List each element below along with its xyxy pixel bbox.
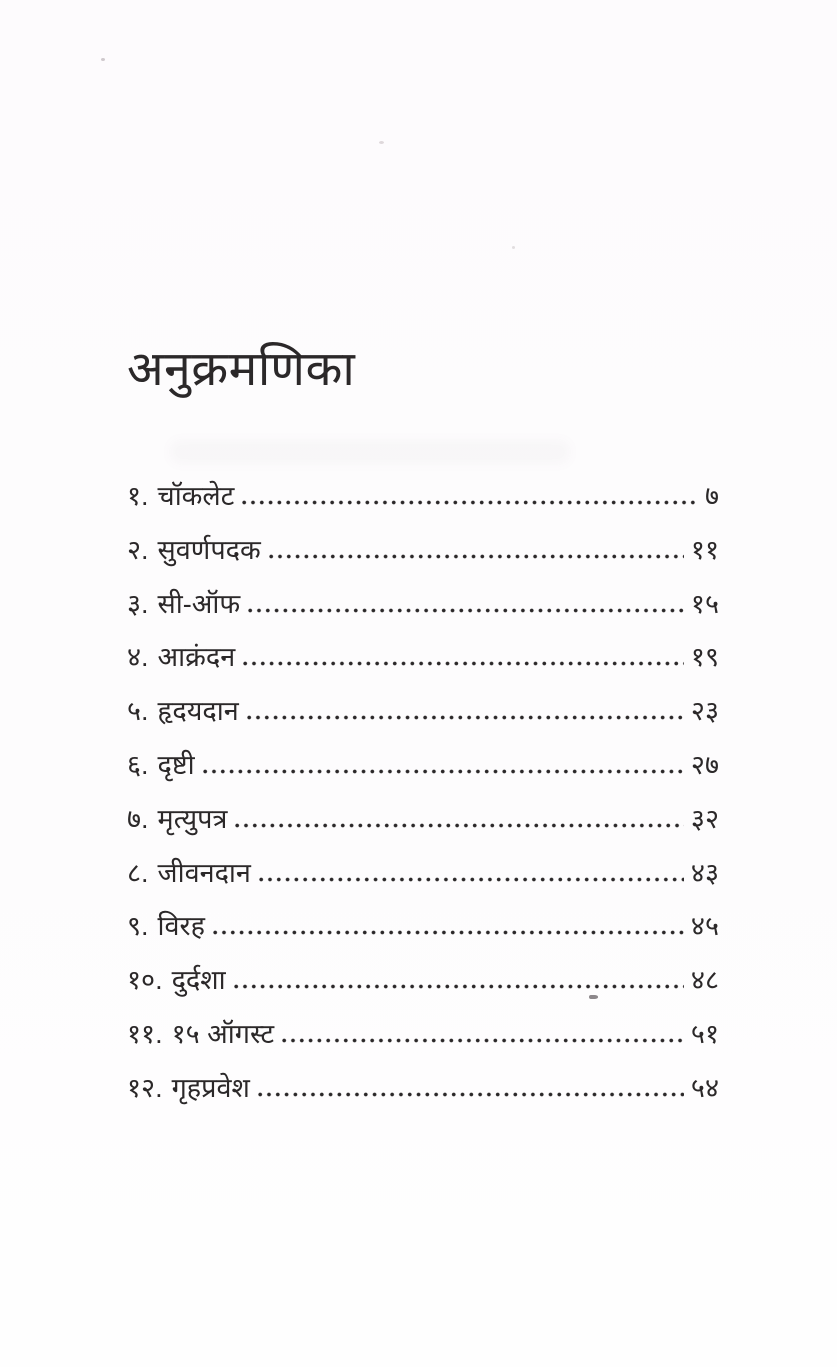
entry-page-number: ११ <box>690 534 719 565</box>
entry-page-number: ५४ <box>690 1072 719 1103</box>
toc-entry-row <box>127 470 719 524</box>
entry-number: १०. <box>127 965 163 996</box>
entry-number: २. <box>127 534 149 565</box>
toc-entry-row <box>127 1062 719 1116</box>
entry-title: हृदयदान <box>157 696 239 727</box>
entry-title: मृत्युपत्र <box>157 803 228 834</box>
entry-number: ७. <box>127 803 149 834</box>
toc-entry-row <box>127 685 719 739</box>
entry-number: ९. <box>127 911 149 942</box>
entry-page-number: ४८ <box>690 965 719 996</box>
dot-leader <box>259 877 684 882</box>
entry-number: ५. <box>127 696 149 727</box>
entry-number: १२. <box>127 1072 163 1103</box>
dot-leader <box>243 661 684 666</box>
page-showthrough-artifact <box>170 440 570 464</box>
dot-leader <box>235 823 683 828</box>
toc-entry-row <box>127 631 719 685</box>
toc-entry-row <box>127 739 719 793</box>
entry-title: सुवर्णपदक <box>157 534 261 565</box>
entry-title: १५ ऑगस्ट <box>171 1018 275 1049</box>
entry-number: ८. <box>127 857 149 888</box>
toc-list <box>127 470 719 1116</box>
entry-number: ६. <box>127 749 149 780</box>
dot-leader <box>234 984 684 989</box>
entry-page-number: ४५ <box>690 911 719 942</box>
dot-leader <box>269 554 684 559</box>
entry-number: ३. <box>127 588 149 619</box>
dot-leader <box>282 1038 684 1043</box>
entry-title: दुर्दशा <box>171 965 226 996</box>
entry-page-number: २७ <box>690 749 719 780</box>
scan-speck <box>512 246 515 249</box>
entry-number: ११. <box>127 1018 163 1049</box>
dot-leader <box>213 930 684 935</box>
toc-entry-row <box>127 578 719 632</box>
dot-leader <box>248 608 684 613</box>
entry-number: ४. <box>127 642 149 673</box>
entry-page-number: ७ <box>704 481 719 511</box>
dot-leader <box>203 769 684 774</box>
entry-page-number: २३ <box>690 696 719 727</box>
scan-speck <box>589 995 598 999</box>
toc-entry-row <box>127 954 719 1008</box>
toc-entry-row <box>127 793 719 847</box>
entry-title: सी-ऑफ <box>157 588 241 619</box>
entry-title: चॉकलेट <box>157 481 235 511</box>
toc-entry-row <box>127 847 719 901</box>
entry-title: गृहप्रवेश <box>171 1072 250 1103</box>
page-title: अनुक्रमणिका <box>127 343 356 396</box>
entry-title: जीवनदान <box>157 857 251 888</box>
toc-entry-row <box>127 524 719 578</box>
dot-leader <box>247 715 684 720</box>
entry-page-number: ३२ <box>690 803 719 834</box>
toc-entry-row <box>127 1008 719 1062</box>
entry-page-number: ५१ <box>690 1018 719 1049</box>
toc-entry-row <box>127 900 719 954</box>
entry-title: विरह <box>157 911 205 942</box>
scan-speck <box>101 58 105 61</box>
entry-number: १. <box>127 481 149 511</box>
entry-page-number: १५ <box>690 588 719 619</box>
scan-speck <box>379 141 384 144</box>
entry-title: आक्रंदन <box>157 642 236 673</box>
entry-page-number: ४३ <box>690 857 719 888</box>
dot-leader <box>242 500 698 505</box>
entry-page-number: १९ <box>690 642 719 673</box>
entry-title: दृष्टी <box>157 749 195 780</box>
dot-leader <box>258 1092 684 1097</box>
